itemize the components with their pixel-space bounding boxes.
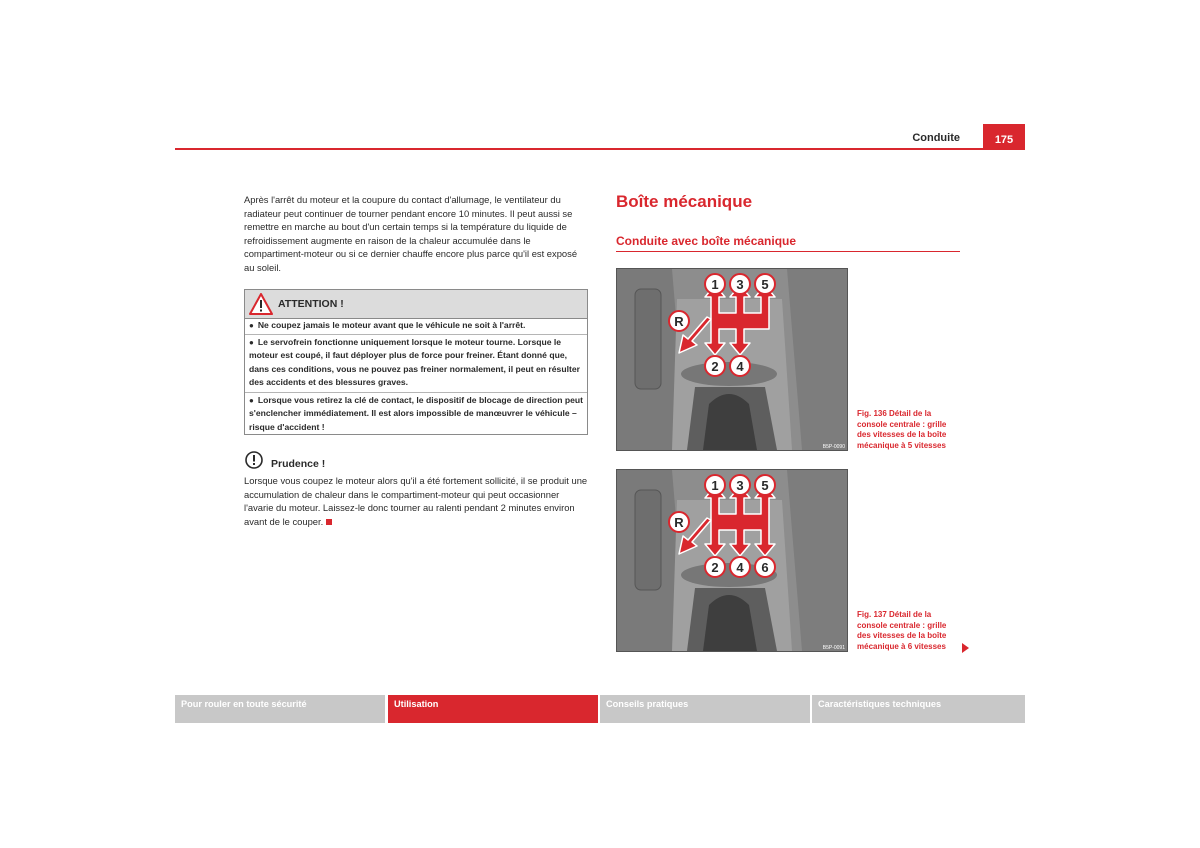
prudence-exclamation-icon	[245, 451, 263, 469]
figure-caption-137: Fig. 137 Détail de la console centrale : grille des vitesses de la boîte mécanique à 6 vitesses	[857, 610, 947, 651]
warning-item-text: Lorsque vous retirez la clé de contact, le dispositif de blocage de direction peut s'enclencher immédiatement. Il est alors impossible de manœuvrer le véhicule – risque d'accident !	[249, 395, 584, 432]
gear-label-2: 2	[711, 359, 719, 374]
warning-triangle-icon	[249, 293, 273, 315]
gearshift-console-image	[617, 269, 847, 450]
footer-tab-securite[interactable]: Pour rouler en toute sécurité	[175, 695, 385, 723]
warning-item	[249, 394, 585, 434]
section-subtitle: Conduite avec boîte mécanique	[616, 234, 797, 248]
footer-tab-caracteristiques[interactable]: Caractéristiques techniques	[812, 695, 1025, 723]
gearshift-console-image	[617, 470, 847, 651]
figure-code: B5P-0091	[822, 645, 845, 651]
figure-caption-136: Fig. 136 Détail de la console centrale : grille des vitesses de la boîte mécanique à 5 vitesses	[857, 409, 947, 450]
figure-6-speed-gearbox	[616, 469, 848, 652]
warning-title: ATTENTION !	[278, 298, 344, 310]
bullet-icon: ●	[249, 338, 254, 347]
gear-label-3: 3	[736, 478, 744, 493]
intro-paragraph: Après l'arrêt du moteur et la coupure du contact d'allumage, le ventilateur du radiateur peut continuer de tourner pendant encore 10 minutes. Il peut aussi se remettre en marche au bout d'un certain temps si la température du liquide de refroidissement augmente en raison de la chaleur accumulée dans le compartiment-moteur ou si ce dernier chauffe encore plus parce qu'il est exposé au soleil.	[244, 194, 578, 273]
gear-label-5: 5	[761, 478, 769, 493]
bullet-icon: ●	[249, 321, 254, 330]
section-title: Boîte mécanique	[616, 192, 753, 211]
figure-code: B5P-0090	[822, 444, 845, 450]
prudence-paragraph	[244, 474, 590, 528]
warning-item-text: Le servofrein fonctionne uniquement lorsque le moteur tourne. Lorsque le moteur est coupé, il faut déployer plus de force pour freiner. Étant donné que, dans ces conditions, vous ne pouvez pas freiner normalement, il peut en résulter des accidents et des blessures graves.	[249, 337, 580, 388]
warning-box	[244, 289, 588, 435]
figure-5-speed-gearbox	[616, 268, 848, 451]
warning-item-text: Ne coupez jamais le moteur avant que le véhicule ne soit à l'arrêt.	[257, 320, 526, 330]
gear-label-1: 1	[711, 478, 719, 493]
prudence-text: Lorsque vous coupez le moteur alors qu'il a été fortement sollicité, il se produit une accumulation de chaleur dans le compartiment-moteur qui peut occasionner l'avarie du moteur. Laissez-le donc tourner au ralenti pendant 2 minutes environ avant de le couper.	[244, 475, 588, 527]
header-rule	[175, 148, 1025, 150]
subtitle-rule	[616, 251, 960, 252]
next-page-arrow-icon	[962, 643, 969, 653]
bullet-icon: ●	[249, 396, 254, 405]
footer-tab-conseils[interactable]: Conseils pratiques	[600, 695, 810, 723]
gear-label-1: 1	[711, 277, 719, 292]
gear-label-4: 4	[736, 560, 744, 575]
gear-label-3: 3	[736, 277, 744, 292]
gear-label-6: 6	[761, 560, 769, 575]
warning-divider	[245, 392, 587, 393]
end-of-section-icon	[326, 519, 332, 525]
gear-label-reverse: R	[674, 515, 684, 530]
prudence-title: Prudence !	[271, 458, 326, 470]
gear-label-2: 2	[711, 560, 719, 575]
warning-item	[249, 319, 585, 332]
gear-label-reverse: R	[674, 314, 684, 329]
page-number: 175	[983, 124, 1025, 148]
warning-item	[249, 336, 585, 390]
gear-label-4: 4	[736, 359, 744, 374]
warning-divider	[245, 334, 587, 335]
gear-label-5: 5	[761, 277, 769, 292]
footer-tab-utilisation[interactable]: Utilisation	[388, 695, 598, 723]
warning-header	[245, 290, 587, 319]
running-header-section: Conduite	[912, 132, 960, 144]
